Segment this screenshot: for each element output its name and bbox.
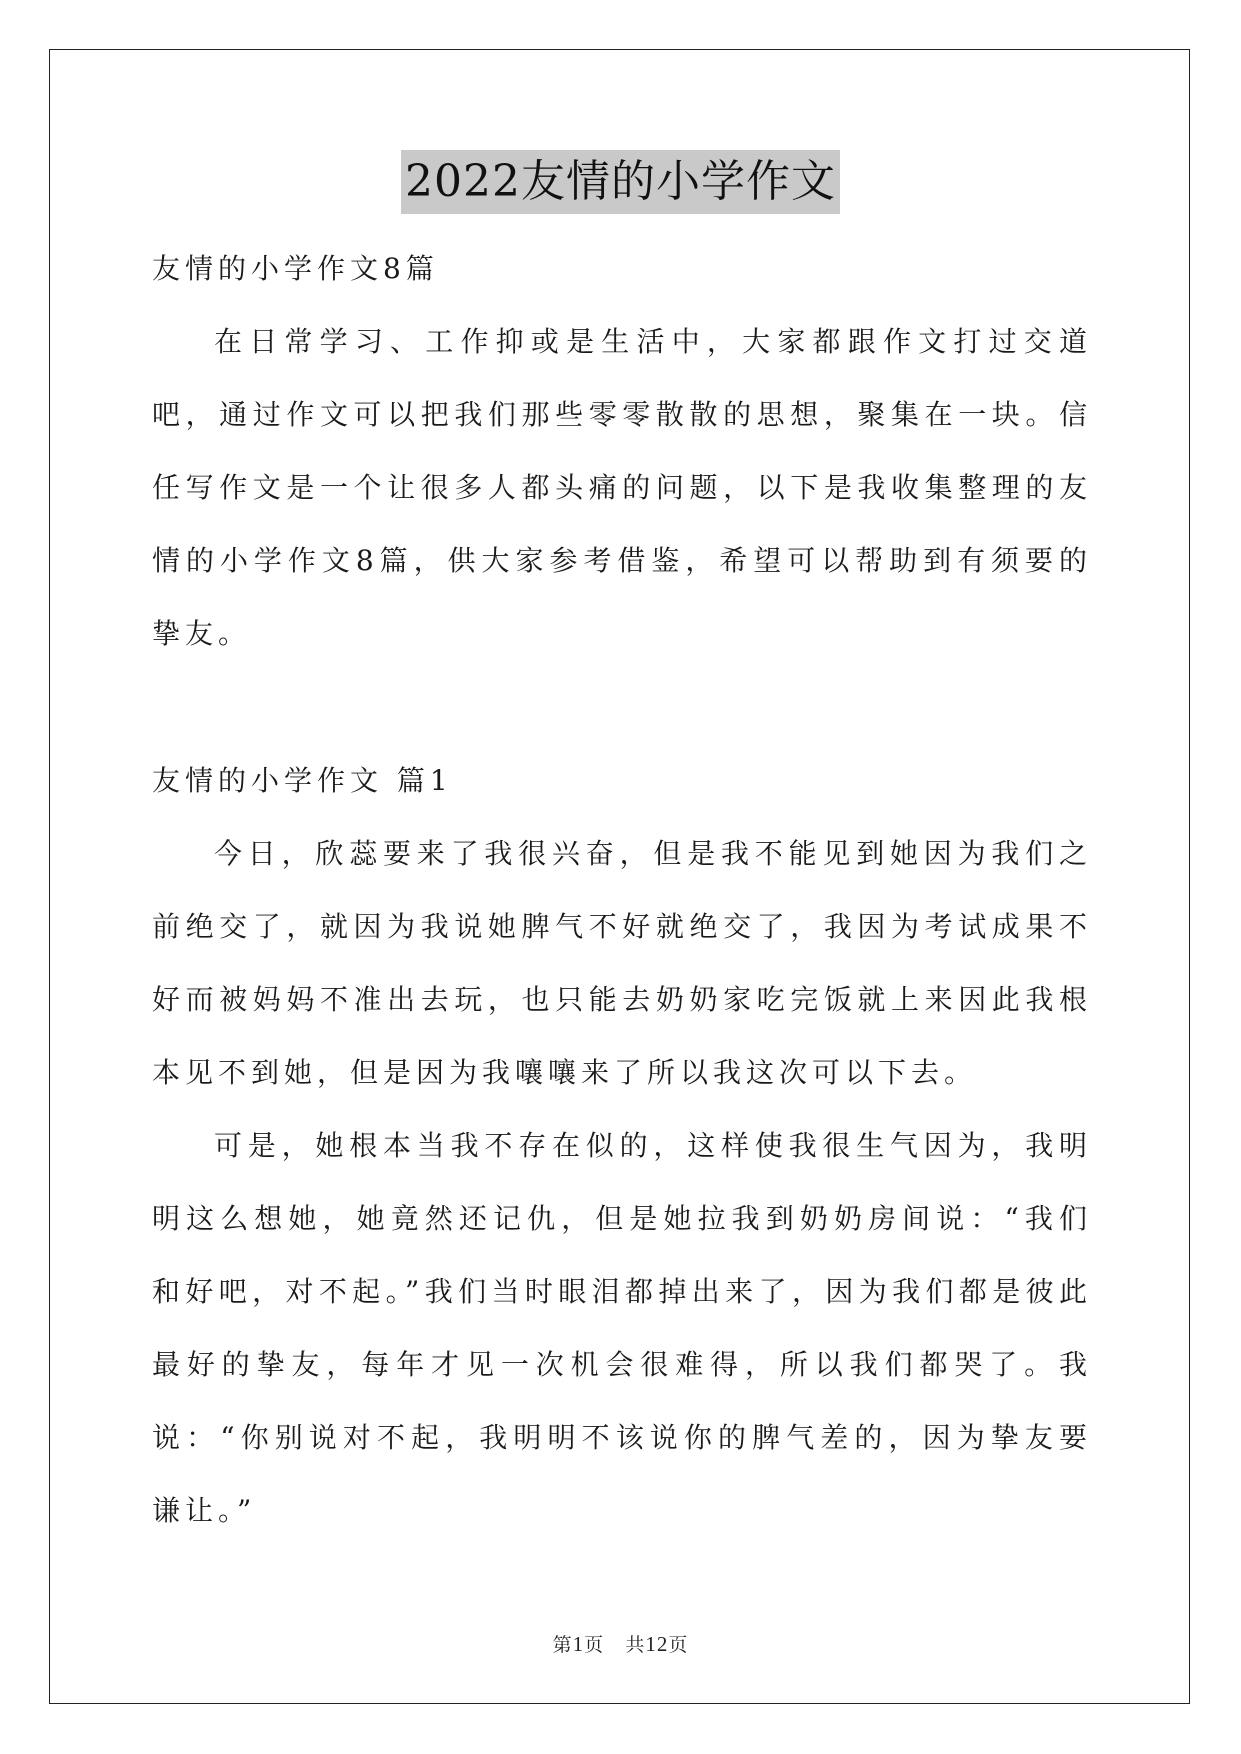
document-body	[152, 232, 1092, 1547]
document-subtitle: 友情的小学作文8篇	[152, 252, 439, 285]
title-container	[0, 150, 1241, 214]
page-prefix: 第	[552, 1634, 573, 1656]
body-paragraph-1: 今日，欣蕊要来了我很兴奋，但是我不能见到她因为我们之前绝交了，就因为我说她脾气不好就绝交了，我因为考试成果不好而被妈妈不准出去玩，也只能去奶奶家吃完饭就上来因此我根本见不到她，但是因为我嚷嚷来了所以我这次可以下去。	[152, 837, 1092, 1089]
section-spacer	[152, 670, 1092, 744]
total-suffix: 页	[668, 1634, 689, 1656]
page-suffix: 页	[584, 1634, 605, 1656]
page-footer	[0, 1630, 1241, 1657]
intro-paragraph: 在日常学习、工作抑或是生活中，大家都跟作文打过交道吧，通过作文可以把我们那些零零散散的思想，聚集在一块。信任写作文是一个让很多人都头痛的问题，以下是我收集整理的友情的小学作文8篇，供大家参考借鉴，希望可以帮助到有须要的挚友。	[152, 325, 1092, 650]
page-number: 1	[572, 1632, 585, 1656]
total-prefix: 共	[625, 1634, 646, 1656]
total-pages: 12	[645, 1632, 669, 1656]
section-heading: 友情的小学作文 篇1	[152, 764, 453, 797]
document-title: 2022友情的小学作文	[401, 150, 840, 214]
body-paragraph-2: 可是，她根本当我不存在似的，这样使我很生气因为，我明明这么想她，她竟然还记仇，但是她拉我到奶奶房间说：“我们和好吧，对不起。”我们当时眼泪都掉出来了，因为我们都是彼此最好的挚友，每年才见一次机会很难得，所以我们都哭了。我说：“你别说对不起，我明明不该说你的脾气差的，因为挚友要谦让。”	[152, 1129, 1092, 1527]
